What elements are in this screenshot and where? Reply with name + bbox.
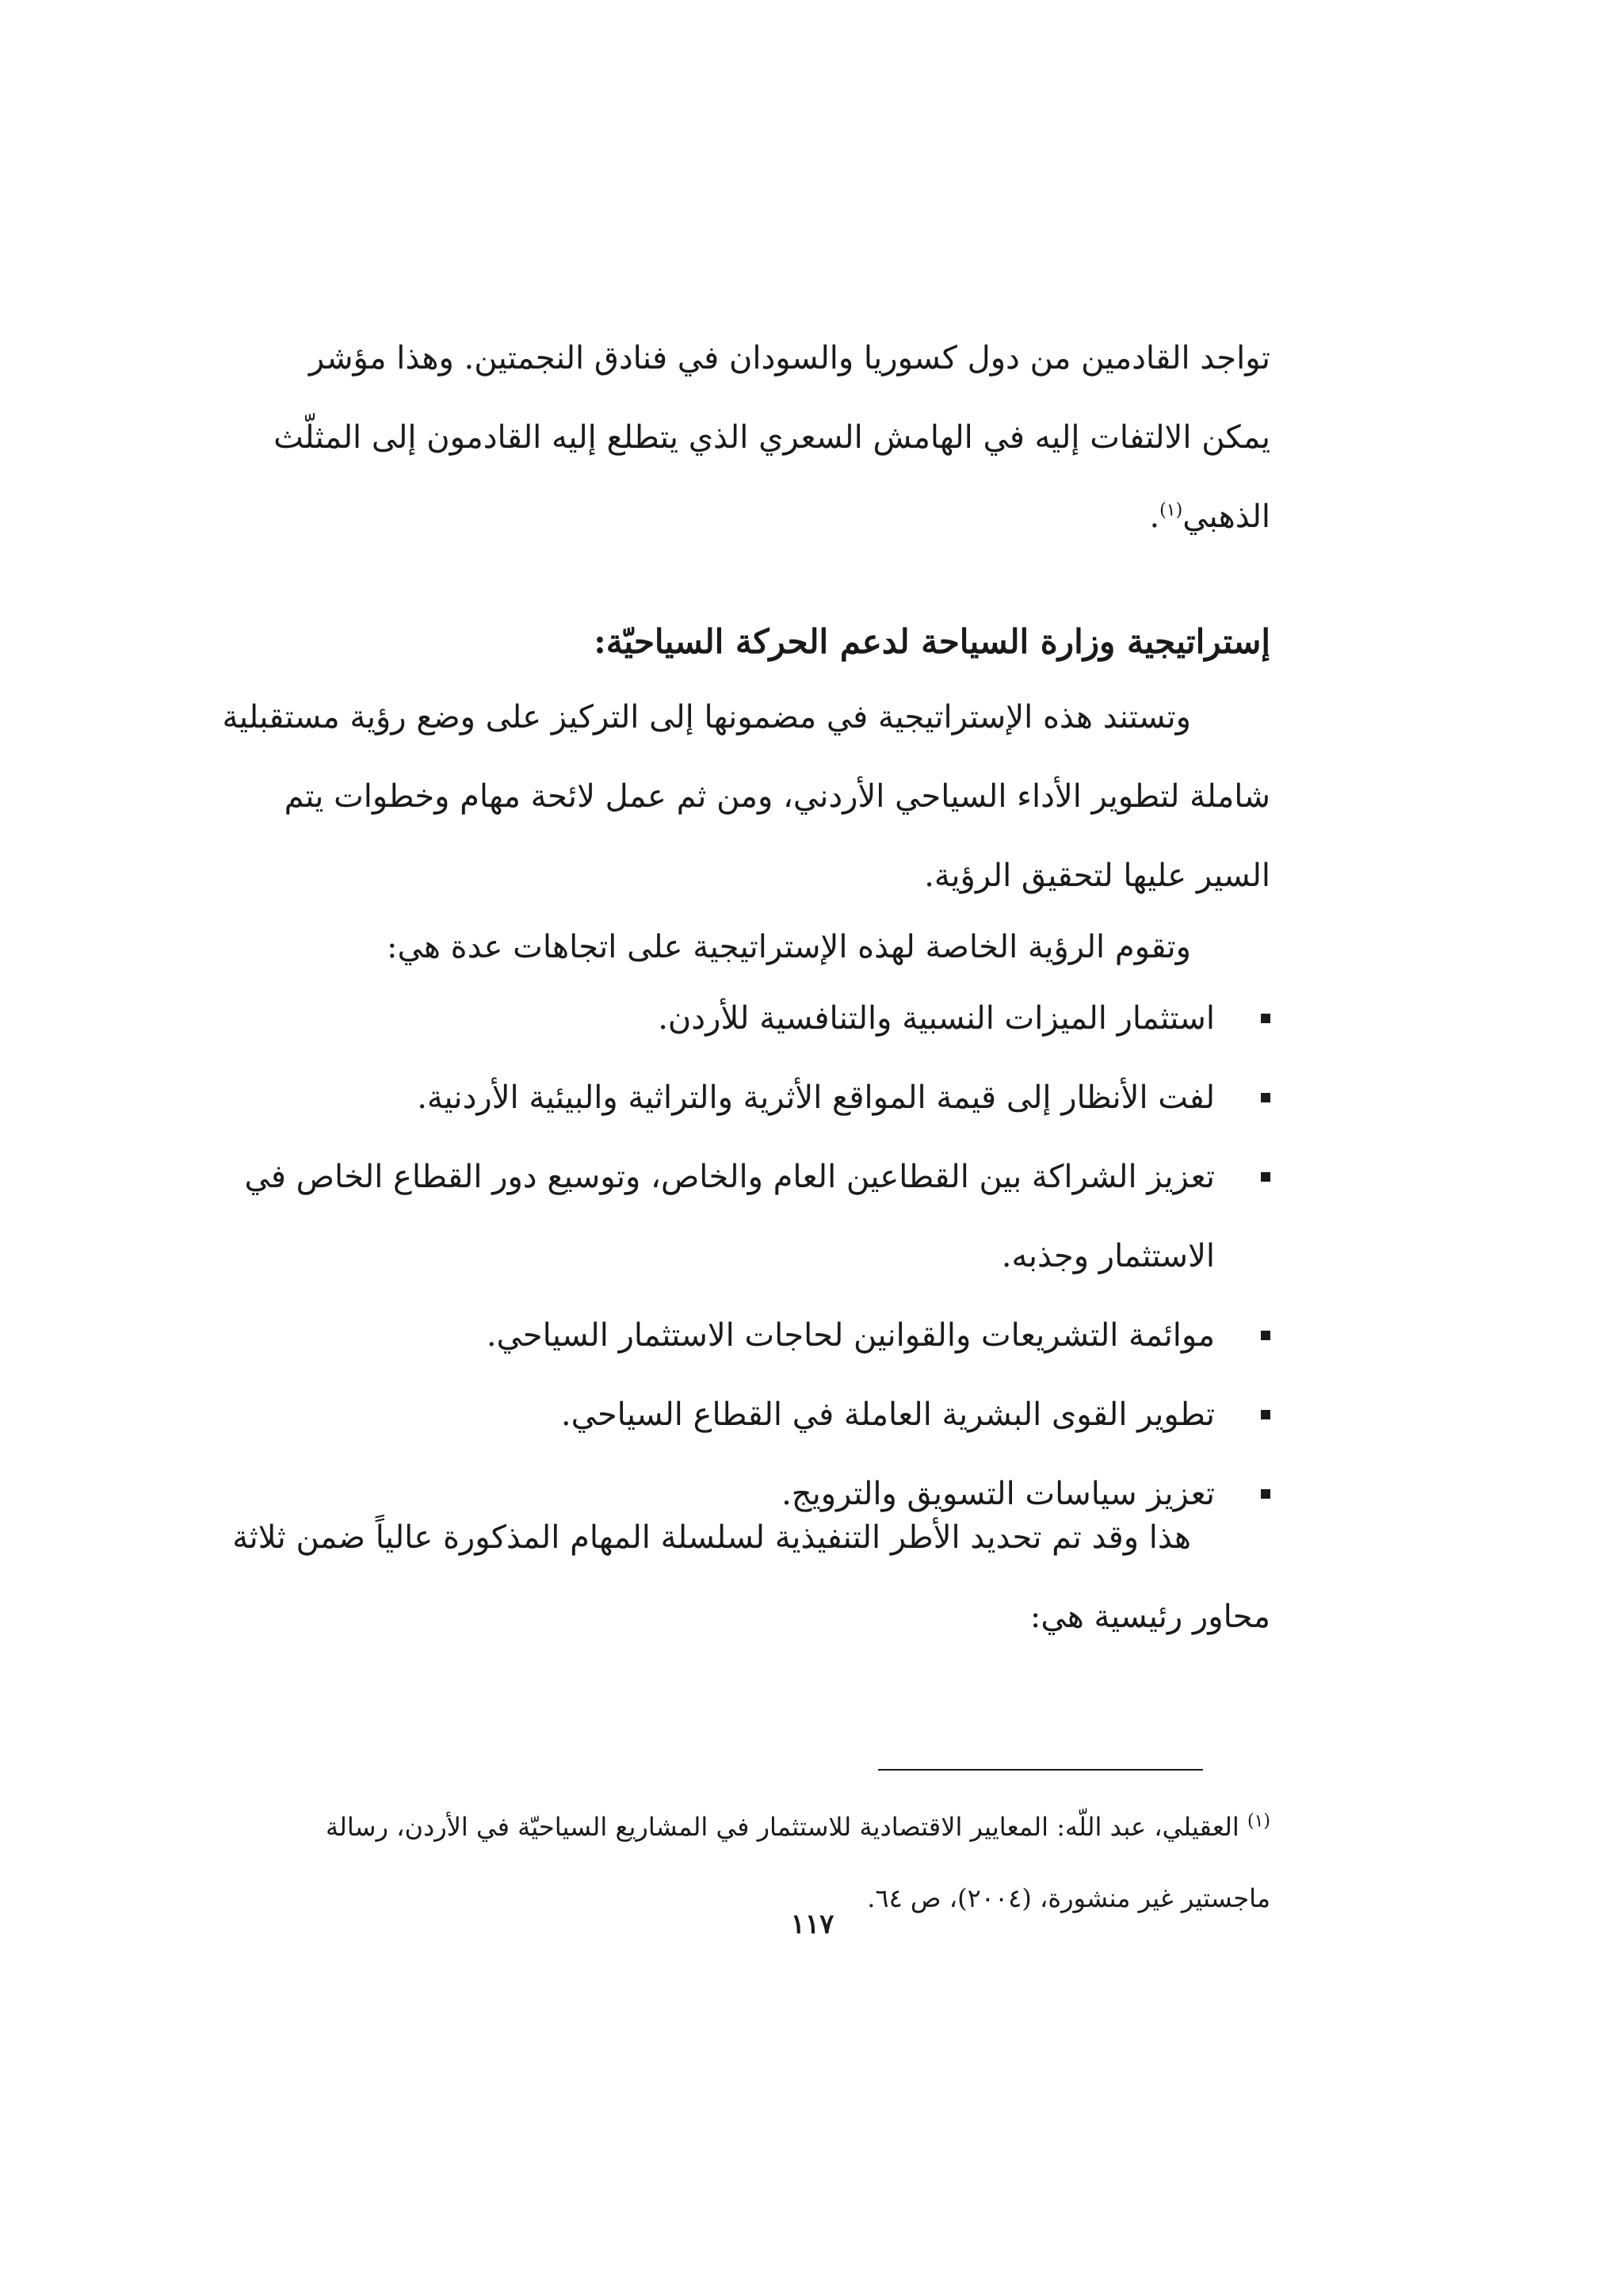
paragraph-1-line-3: السير عليها لتحقيق الرؤية.	[924, 858, 1270, 894]
paragraph-1-line-2: شاملة لتطوير الأداء السياحي الأردني، ومن ثم عمل لائحة مهام وخطوات يتم	[284, 778, 1270, 815]
bullet-square-icon	[1261, 1172, 1270, 1182]
list-item-text: تعزيز سياسات التسويق والترويج.	[781, 1476, 1215, 1512]
paragraph-vision: وتقوم الرؤية الخاصة لهذه الإستراتيجية على اتجاهات عدة هي:	[387, 929, 1191, 965]
page-number: ١١٧	[790, 1908, 834, 1940]
list-item-text: لفت الأنظار إلى قيمة المواقع الأثرية والتراثية والبيئية الأردنية.	[417, 1079, 1215, 1116]
intro-line-2: يمكن الالتفات إليه في الهامش السعري الذي يتطلع إليه القادمون إلى المثلّث	[273, 419, 1270, 456]
bullet-list	[244, 979, 1270, 1534]
paragraph-3-line-2: محاور رئيسية هي:	[1029, 1599, 1270, 1635]
footnote-marker: (١)	[1247, 1811, 1270, 1832]
list-item	[349, 1296, 1270, 1375]
bullet-square-icon	[1261, 1410, 1270, 1419]
intro-line-1: تواجد القادمين من دول كسوريا والسودان في فنادق النجمتين. وهذا مؤشر	[308, 340, 1270, 376]
paragraph-3-line-1: هذا وقد تم تحديد الأطر التنفيذية لسلسلة المهام المذكورة عالياً ضمن ثلاثة	[232, 1519, 1191, 1556]
list-item	[349, 1058, 1270, 1137]
list-item-text: موائمة التشريعات والقوانين لحاجات الاستثمار السياحي.	[486, 1317, 1215, 1354]
paragraph-strategy	[222, 678, 1270, 915]
footnote-line-2: ماجستير غير منشورة، (٢٠٠٤)، ص ٦٤.	[867, 1883, 1270, 1913]
footnote-text-1: العقيلي، عبد اللّه: المعايير الاقتصادية للاستثمار في المشاريع السياحيّة في الأردن، رسالة	[326, 1812, 1239, 1842]
list-item	[349, 1375, 1270, 1454]
list-item-text: تعزيز الشراكة بين القطاعين العام والخاص، وتوسيع دور القطاع الخاص في	[244, 1159, 1215, 1195]
section-heading: إستراتيجية وزارة السياحة لدعم الحركة السياحيّة:	[594, 622, 1270, 661]
footnote-reference[interactable]: (١)	[1159, 500, 1183, 521]
bullet-square-icon	[1261, 1093, 1270, 1102]
list-item-continuation: الاستثمار وجذبه.	[1001, 1238, 1215, 1274]
list-item-text: استثمار الميزات النسبية والتنافسية للأردن.	[658, 1000, 1215, 1037]
list-item	[349, 979, 1270, 1058]
bullet-square-icon	[1261, 1331, 1270, 1340]
intro-line-3	[349, 477, 1270, 556]
footnote-line-1	[326, 1791, 1270, 1862]
intro-line-3-end: .	[1149, 499, 1160, 535]
paragraph-axes	[232, 1498, 1270, 1656]
paragraph-1-line-1: وتستند هذه الإستراتيجية في مضمونها إلى التركيز على وضع رؤية مستقبلية	[222, 699, 1191, 735]
footnote-divider	[878, 1769, 1203, 1771]
list-item	[244, 1137, 1270, 1296]
bullet-square-icon	[1261, 1014, 1270, 1023]
intro-line-3-text: الذهبي	[1182, 499, 1270, 535]
intro-paragraph	[273, 319, 1270, 556]
list-item-text: تطوير القوى البشرية العاملة في القطاع السياحي.	[560, 1396, 1215, 1433]
